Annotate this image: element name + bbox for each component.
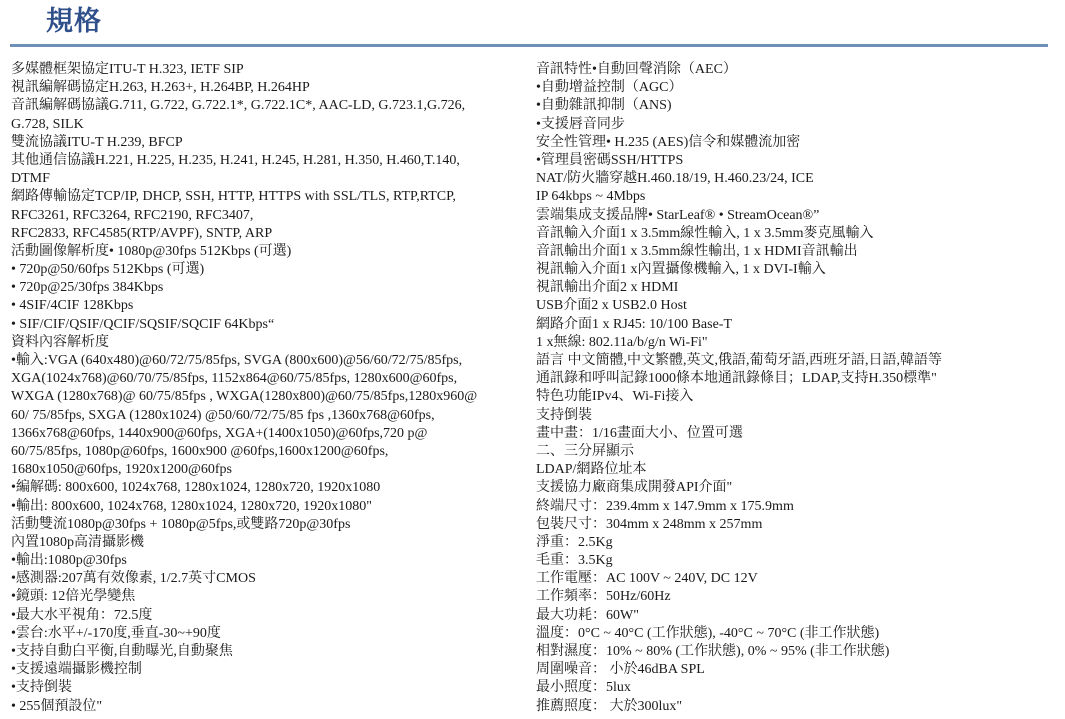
spec-line: 音訊輸出介面1 x 3.5mm線性輸出, 1 x HDMI音訊輸出 — [536, 243, 858, 259]
spec-line: RFC3261, RFC3264, RFC2190, RFC3407, — [11, 207, 254, 223]
spec-line: 視訊輸出介面2 x HDMI — [536, 280, 679, 296]
spec-line: • SIF/CIF/QSIF/QCIF/SQSIF/SQCIF 64Kbps“ — [11, 316, 275, 332]
title-divider — [10, 44, 1048, 47]
spec-line: 音訊特性•自動回聲消除（AEC） — [536, 62, 737, 77]
spec-line: NAT/防火牆穿越H.460.18/19, H.460.23/24, ICE — [536, 171, 814, 187]
spec-line: 音訊輸入介面1 x 3.5mm線性輸入, 1 x 3.5mm麥克風輸入 — [536, 225, 874, 241]
spec-line: •輸出: 800x600, 1024x768, 1280x1024, 1280x720, 1920x1080" — [11, 498, 373, 514]
spec-line: 60/ 75/85fps, SXGA (1280x1024) @50/60/72/75/85 fps ,1360x768@60fps, — [11, 407, 435, 423]
spec-line: 毛重：3.5Kg — [536, 553, 613, 569]
spec-line: 二、三分屏顯示 — [536, 443, 634, 459]
spec-line: • 720p@50/60fps 512Kbps (可選) — [11, 262, 205, 278]
spec-line: •輸入:VGA (640x480)@60/72/75/85fps, SVGA (800x600)@56/60/72/75/85fps, — [11, 353, 463, 368]
spec-line: IP 64kbps ~ 4Mbps — [536, 189, 646, 205]
spec-line: •編解碼: 800x600, 1024x768, 1280x1024, 1280x720, 1920x1080 — [11, 480, 381, 496]
spec-line: USB介面2 x USB2.0 Host — [536, 298, 687, 314]
spec-line: 1366x768@60fps, 1440x900@60fps, XGA+(1400x1050)@60fps,720 p@ — [11, 425, 428, 441]
spec-line: •感測器:207萬有效像素, 1/2.7英寸CMOS — [11, 571, 256, 587]
spec-line: WXGA (1280x768)@ 60/75/85fps , WXGA(1280x800)@60/75/85fps,1280x960@ — [11, 389, 478, 405]
spec-line: •鏡頭: 12倍光學變焦 — [11, 589, 136, 605]
spec-column-right — [536, 61, 1048, 716]
spec-line: 工作頻率：50Hz/60Hz — [536, 589, 671, 605]
spec-line: 雙流協議ITU-T H.239, BFCP — [11, 134, 183, 150]
spec-line: 溫度：0°C ~ 40°C (工作狀態), -40°C ~ 70°C (非工作狀態) — [536, 625, 880, 641]
spec-line: 1 x無線: 802.11a/b/g/n Wi-Fi" — [536, 334, 708, 350]
spec-line: 包裝尺寸：304mm x 248mm x 257mm — [536, 516, 763, 532]
spec-line: 網路介面1 x RJ45: 10/100 Base-T — [536, 316, 732, 332]
spec-line: •自動增益控制（AGC） — [536, 80, 683, 96]
spec-line: RFC2833, RFC4585(RTP/AVPF), SNTP, ARP — [11, 225, 273, 241]
spec-line: 語言 中文簡體,中文繁體,英文,俄語,葡萄牙語,西班牙語,日語,韓語等 — [536, 353, 942, 368]
spec-line: 內置1080p高清攝影機 — [11, 534, 144, 550]
spec-line: •支持自動白平衡,自動曝光,自動聚焦 — [11, 644, 233, 659]
spec-line: 視訊輸入介面1 x內置攝像機輸入, 1 x DVI-I輸入 — [536, 262, 826, 278]
spec-line: •管理員密碼SSH/HTTPS — [536, 152, 684, 168]
spec-line: 安全性管理• H.235 (AES)信令和媒體流加密 — [536, 134, 801, 150]
spec-line: •雲台:水平+/-170度,垂直-30~+90度 — [11, 625, 221, 641]
page-title: 規格 — [46, 6, 102, 37]
spec-line: DTMF — [11, 171, 50, 187]
spec-line: •輸出:1080p@30fps — [11, 553, 127, 569]
spec-line: • 720p@25/30fps 384Kbps — [11, 280, 164, 296]
spec-line: 特色功能IPv4、Wi-Fi接入 — [536, 389, 694, 405]
spec-line: •支援遠端攝影機控制 — [11, 662, 142, 678]
spec-line: •支援唇音同步 — [536, 116, 625, 132]
spec-line: •最大水平視角：72.5度 — [11, 607, 153, 623]
spec-line: 1680x1050@60fps, 1920x1200@60fps — [11, 462, 233, 478]
spec-line: • 4SIF/4CIF 128Kbps — [11, 298, 134, 314]
spec-line: •自動雜訊抑制（ANS) — [536, 98, 672, 114]
spec-line: 周圍噪音： 小於46dBA SPL — [536, 662, 705, 678]
spec-line: 支持倒裝 — [536, 407, 592, 423]
spec-line: 雲端集成支援品牌• StarLeaf® • StreamOcean®” — [536, 207, 820, 223]
spec-line: 視訊編解碼協定H.263, H.263+, H.264BP, H.264HP — [11, 80, 310, 96]
spec-line: XGA(1024x768)@60/70/75/85fps, 1152x864@60/75/85fps, 1280x600@60fps, — [11, 371, 458, 387]
spec-line: LDAP/網路位址本 — [536, 462, 647, 478]
spec-line: 終端尺寸：239.4mm x 147.9mm x 175.9mm — [536, 498, 794, 514]
spec-line: 活動圖像解析度• 1080p@30fps 512Kbps (可選) — [11, 243, 292, 259]
spec-line: 其他通信協議H.221, H.225, H.235, H.241, H.245, H.281, H.350, H.460,T.140, — [11, 152, 460, 168]
spec-line: 工作電壓：AC 100V ~ 240V, DC 12V — [536, 571, 758, 587]
spec-line: • 255個預設位" — [11, 698, 103, 714]
spec-line: 通訊錄和呼叫記錄1000條本地通訊錄條目；LDAP,支持H.350標準" — [536, 371, 937, 387]
spec-line: 畫中畫：1/16畫面大小、位置可選 — [536, 425, 743, 441]
spec-line: 支援協力廠商集成開發API介面" — [536, 480, 733, 496]
spec-line: 相對濕度：10% ~ 80% (工作狀態), 0% ~ 95% (非工作狀態) — [536, 644, 890, 659]
spec-line: 多媒體框架協定ITU-T H.323, IETF SIP — [11, 62, 244, 77]
spec-line: 最大功耗：60W" — [536, 607, 639, 623]
spec-column-left — [11, 61, 527, 716]
spec-line: •支持倒裝 — [11, 680, 72, 696]
spec-line: 音訊編解碼協議G.711, G.722, G.722.1*, G.722.1C*, AAC-LD, G.723.1,G.726, — [11, 98, 466, 114]
spec-line: 資料內容解析度 — [11, 334, 109, 350]
spec-line: 淨重：2.5Kg — [536, 534, 613, 550]
spec-line: 網路傳輸協定TCP/IP, DHCP, SSH, HTTP, HTTPS with SSL/TLS, RTP,RTCP, — [11, 189, 456, 205]
spec-line: 60/75/85fps, 1080p@60fps, 1600x900 @60fps,1600x1200@60fps, — [11, 443, 389, 459]
spec-line: G.728, SILK — [11, 116, 84, 132]
spec-line: 推薦照度： 大於300lux" — [536, 698, 683, 714]
spec-line: 最小照度：5lux — [536, 680, 631, 696]
spec-line: 活動雙流1080p@30fps + 1080p@5fps,或雙路720p@30fps — [11, 516, 351, 532]
